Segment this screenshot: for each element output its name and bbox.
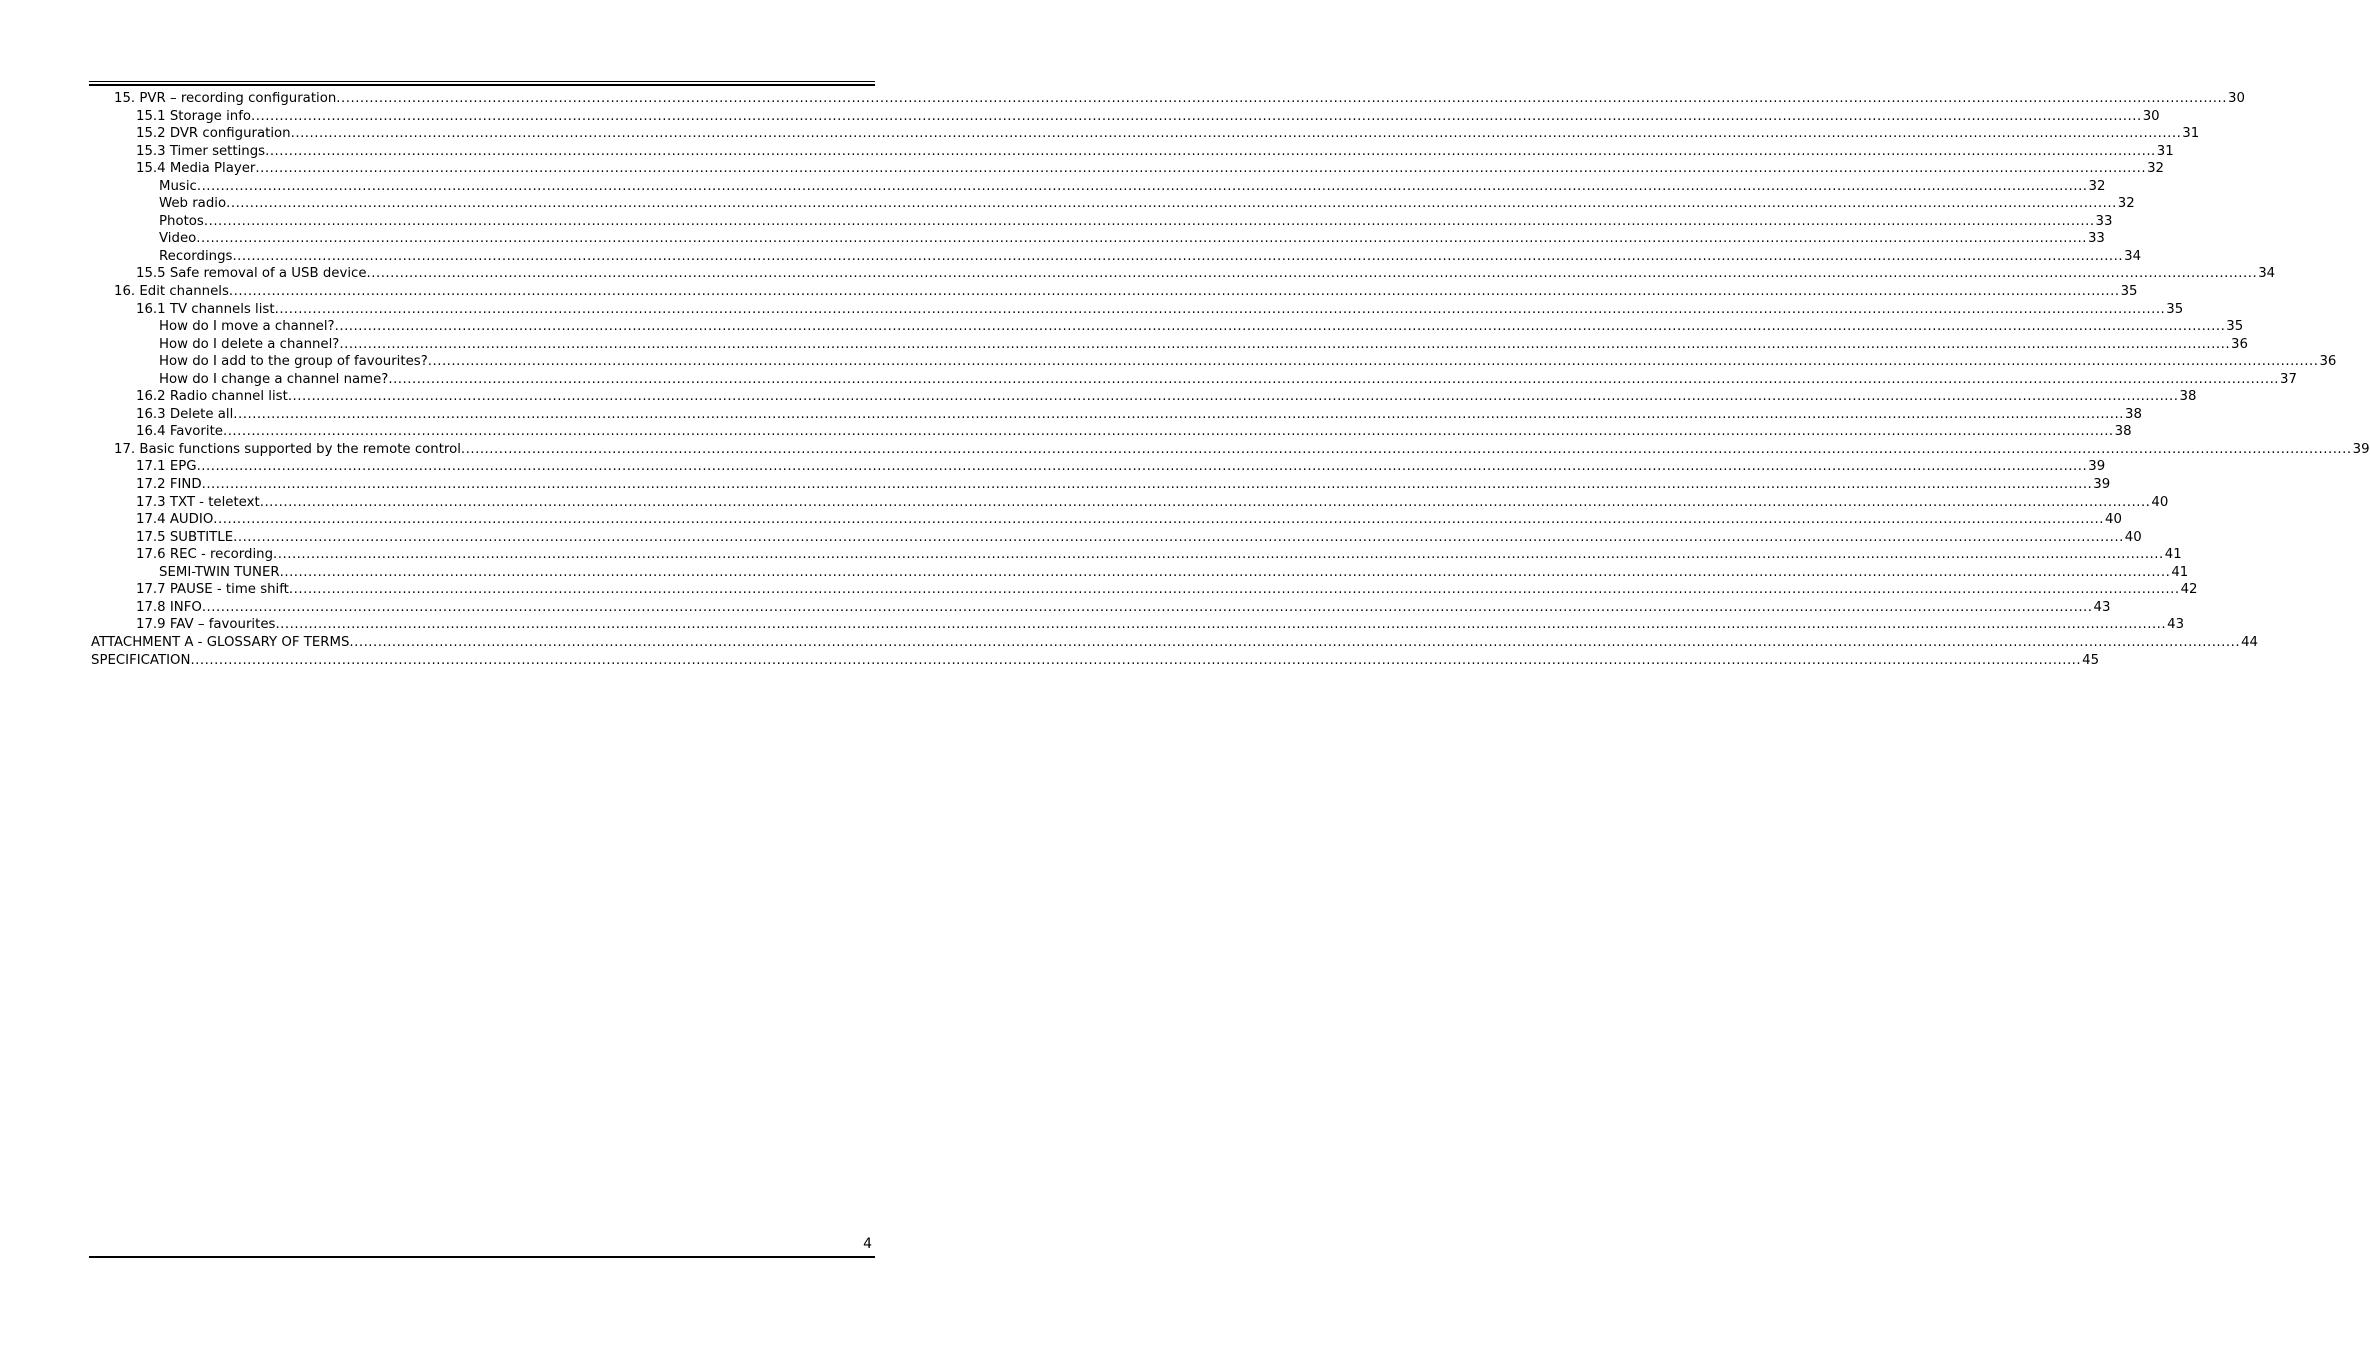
toc-entry-title: 17.5 SUBTITLE [136, 529, 234, 545]
toc-entry-title: 17.3 TXT - teletext [136, 494, 260, 510]
toc-entry[interactable] [90, 406, 2142, 424]
toc-entry-title: 15.5 Safe removal of a USB device [136, 266, 367, 282]
toc-entry[interactable] [90, 476, 2111, 494]
toc-entry-title: 15.1 Storage info [136, 108, 252, 124]
toc-entry-page: 35 [2166, 301, 2184, 317]
toc-entry[interactable] [90, 388, 2197, 406]
toc-entry-title: Web radio [159, 196, 227, 212]
toc-entry[interactable] [90, 441, 2370, 459]
toc-leader-dots: ................................................................................................................................................................................................................................................................................................................................................................................................................ [290, 126, 2182, 142]
toc-entry-page: 39 [2088, 459, 2106, 475]
toc-entry[interactable] [90, 564, 2189, 582]
toc-entry-title: 17.1 EPG [136, 459, 197, 475]
toc-leader-dots: ................................................................................................................................................................................................................................................................................................................................................................................................................ [275, 617, 2167, 633]
toc-entry-title: Music [159, 178, 197, 194]
toc-leader-dots: ................................................................................................................................................................................................................................................................................................................................................................................................................ [349, 634, 2241, 650]
toc-entry-title: How do I move a channel? [159, 319, 335, 335]
toc-entry-page: 45 [2082, 652, 2100, 668]
toc-leader-dots: ................................................................................................................................................................................................................................................................................................................................................................................................................ [226, 196, 2117, 212]
toc-leader-dots: ................................................................................................................................................................................................................................................................................................................................................................................................................ [336, 91, 2227, 106]
toc-entry-title: 17.2 FIND [136, 477, 202, 493]
toc-entry-page: 39 [2352, 441, 2370, 457]
toc-leader-dots: ................................................................................................................................................................................................................................................................................................................................................................................................................ [196, 459, 2088, 475]
toc-entry-title: SEMI-TWIN TUNER [159, 564, 280, 580]
toc-entry-page: 34 [2124, 248, 2142, 264]
toc-entry[interactable] [90, 423, 2132, 441]
toc-leader-dots: ................................................................................................................................................................................................................................................................................................................................................................................................................ [339, 336, 2231, 352]
toc-entry-title: Photos [159, 213, 204, 229]
toc-entry-page: 38 [2179, 389, 2197, 405]
toc-entry[interactable] [90, 283, 2138, 301]
toc-entry[interactable] [90, 195, 2135, 213]
toc-leader-dots: ................................................................................................................................................................................................................................................................................................................................................................................................................ [203, 213, 2095, 229]
toc-entry-page: 35 [2226, 319, 2244, 335]
toc-entry[interactable] [90, 301, 2184, 319]
toc-leader-dots: ................................................................................................................................................................................................................................................................................................................................................................................................................ [201, 599, 2093, 615]
toc-entry[interactable] [90, 213, 2113, 231]
toc-leader-dots: ................................................................................................................................................................................................................................................................................................................................................................................................................ [251, 108, 2142, 124]
toc-entry[interactable] [90, 529, 2142, 547]
toc-entry[interactable] [90, 599, 2111, 617]
toc-entry[interactable] [90, 178, 2106, 196]
toc-leader-dots: ................................................................................................................................................................................................................................................................................................................................................................................................................ [287, 389, 2179, 405]
toc-entry-page: 33 [2095, 213, 2113, 229]
toc-entry[interactable] [90, 336, 2248, 354]
toc-entry[interactable] [90, 652, 2100, 670]
toc-leader-dots: ................................................................................................................................................................................................................................................................................................................................................................................................................ [228, 284, 2120, 300]
toc-entry-page: 40 [2124, 529, 2142, 545]
toc-leader-dots: ................................................................................................................................................................................................................................................................................................................................................................................................................ [190, 652, 2082, 668]
toc-entry-title: 17.8 INFO [136, 599, 202, 615]
toc-entry-title: 16. Edit channels [114, 284, 229, 300]
toc-leader-dots: ................................................................................................................................................................................................................................................................................................................................................................................................................ [279, 564, 2171, 580]
toc-entry[interactable] [90, 634, 2258, 652]
toc-entry[interactable] [90, 546, 2182, 564]
toc-leader-dots: ................................................................................................................................................................................................................................................................................................................................................................................................................ [274, 301, 2166, 317]
toc-entry[interactable] [90, 318, 2244, 336]
toc-entry[interactable] [90, 581, 2198, 599]
toc-entry[interactable] [90, 371, 2297, 389]
toc-entry-page: 38 [2124, 406, 2142, 422]
toc-entry-page: 36 [2319, 354, 2337, 370]
toc-entry[interactable] [90, 108, 2160, 126]
toc-entry-page: 38 [2114, 424, 2132, 440]
toc-entry-title: 15.3 Timer settings [136, 143, 266, 159]
toc-entry-title: 15.4 Media Player [136, 161, 256, 177]
toc-entry-title: 17.9 FAV – favourites [136, 617, 276, 633]
toc-entry-page: 33 [2087, 231, 2105, 247]
toc-leader-dots: ................................................................................................................................................................................................................................................................................................................................................................................................................ [255, 161, 2147, 177]
toc-entry-page: 43 [2093, 599, 2111, 615]
toc-leader-dots: ................................................................................................................................................................................................................................................................................................................................................................................................................ [366, 266, 2258, 282]
toc-entry-title: How do I change a channel name? [159, 371, 389, 387]
toc-entry[interactable] [90, 616, 2185, 634]
toc-leader-dots: ................................................................................................................................................................................................................................................................................................................................................................................................................ [427, 354, 2319, 370]
toc-entry-title: 17. Basic functions supported by the remote control [114, 441, 461, 457]
page-number: 4 [863, 1236, 872, 1252]
toc-leader-dots: ................................................................................................................................................................................................................................................................................................................................................................................................................ [388, 371, 2280, 387]
toc-entry-page: 36 [2231, 336, 2248, 352]
toc-leader-dots: ................................................................................................................................................................................................................................................................................................................................................................................................................ [233, 406, 2124, 422]
toc-entry-title: 17.4 AUDIO [136, 512, 214, 528]
toc-entry-page: 42 [2180, 582, 2198, 598]
toc-leader-dots: ................................................................................................................................................................................................................................................................................................................................................................................................................ [196, 178, 2088, 194]
toc-entry-title: Video [159, 231, 197, 247]
toc-entry-title: ATTACHMENT A - GLOSSARY OF TERMS [91, 634, 350, 650]
toc-entry-page: 44 [2241, 634, 2258, 650]
toc-entry-page: 34 [2258, 266, 2276, 282]
toc-entry-title: 17.6 REC - recording [136, 547, 274, 563]
toc-entry-title: 16.1 TV channels list [136, 301, 275, 317]
toc-entry-title: SPECIFICATION [91, 652, 191, 668]
toc-leader-dots: ................................................................................................................................................................................................................................................................................................................................................................................................................ [232, 248, 2124, 264]
toc-entry[interactable] [90, 353, 2337, 371]
toc-entry-title: Recordings [159, 248, 233, 264]
toc-entry-page: 31 [2156, 143, 2174, 159]
toc-leader-dots: ................................................................................................................................................................................................................................................................................................................................................................................................................ [265, 143, 2156, 159]
toc-entry[interactable] [90, 494, 2169, 512]
toc-leader-dots: ................................................................................................................................................................................................................................................................................................................................................................................................................ [259, 494, 2151, 510]
toc-entry-page: 37 [2280, 371, 2297, 387]
toc-entry-page: 41 [2164, 547, 2182, 563]
table-of-contents [90, 90, 2370, 669]
toc-entry-title: 15. PVR – recording configuration [114, 91, 337, 106]
toc-entry-title: 17.7 PAUSE - time shift [136, 582, 289, 598]
toc-entry-title: 16.3 Delete all [136, 406, 234, 422]
toc-entry-title: 16.2 Radio channel list [136, 389, 288, 405]
toc-leader-dots: ................................................................................................................................................................................................................................................................................................................................................................................................................ [222, 424, 2114, 440]
toc-entry[interactable] [90, 265, 2276, 283]
toc-entry-title: 15.2 DVR configuration [136, 126, 291, 142]
toc-leader-dots: ................................................................................................................................................................................................................................................................................................................................................................................................................ [288, 582, 2180, 598]
toc-entry[interactable] [90, 90, 2245, 108]
toc-entry-title: 16.4 Favorite [136, 424, 223, 440]
toc-entry[interactable] [90, 458, 2106, 476]
toc-entry-page: 40 [2151, 494, 2169, 510]
toc-entry-page: 30 [2142, 108, 2160, 124]
toc-entry-page: 41 [2171, 564, 2189, 580]
footer-rule [89, 1256, 875, 1258]
toc-entry[interactable] [90, 125, 2200, 143]
toc-leader-dots: ................................................................................................................................................................................................................................................................................................................................................................................................................ [213, 512, 2104, 528]
toc-entry-title: How do I add to the group of favourites? [159, 354, 428, 370]
toc-entry-page: 32 [2147, 161, 2164, 177]
toc-entry-page: 40 [2104, 512, 2122, 528]
toc-entry-page: 35 [2120, 284, 2138, 300]
toc-entry[interactable] [90, 248, 2142, 266]
header-rule [89, 81, 875, 86]
toc-entry-page: 43 [2167, 617, 2185, 633]
toc-leader-dots: ................................................................................................................................................................................................................................................................................................................................................................................................................ [233, 529, 2124, 545]
toc-leader-dots: ................................................................................................................................................................................................................................................................................................................................................................................................................ [201, 477, 2093, 493]
toc-entry-page: 32 [2088, 178, 2106, 194]
toc-entry[interactable] [90, 511, 2122, 529]
toc-leader-dots: ................................................................................................................................................................................................................................................................................................................................................................................................................ [196, 231, 2087, 247]
toc-leader-dots: ................................................................................................................................................................................................................................................................................................................................................................................................................ [460, 441, 2352, 457]
toc-entry-page: 30 [2227, 91, 2245, 106]
toc-entry-page: 31 [2182, 126, 2200, 142]
toc-leader-dots: ................................................................................................................................................................................................................................................................................................................................................................................................................ [273, 547, 2164, 563]
toc-entry-page: 39 [2093, 477, 2111, 493]
toc-entry[interactable] [90, 230, 2105, 248]
toc-entry[interactable] [90, 160, 2164, 178]
toc-entry-title: How do I delete a channel? [159, 336, 340, 352]
toc-entry-page: 32 [2117, 196, 2135, 212]
toc-leader-dots: ................................................................................................................................................................................................................................................................................................................................................................................................................ [334, 319, 2226, 335]
toc-entry[interactable] [90, 143, 2174, 161]
